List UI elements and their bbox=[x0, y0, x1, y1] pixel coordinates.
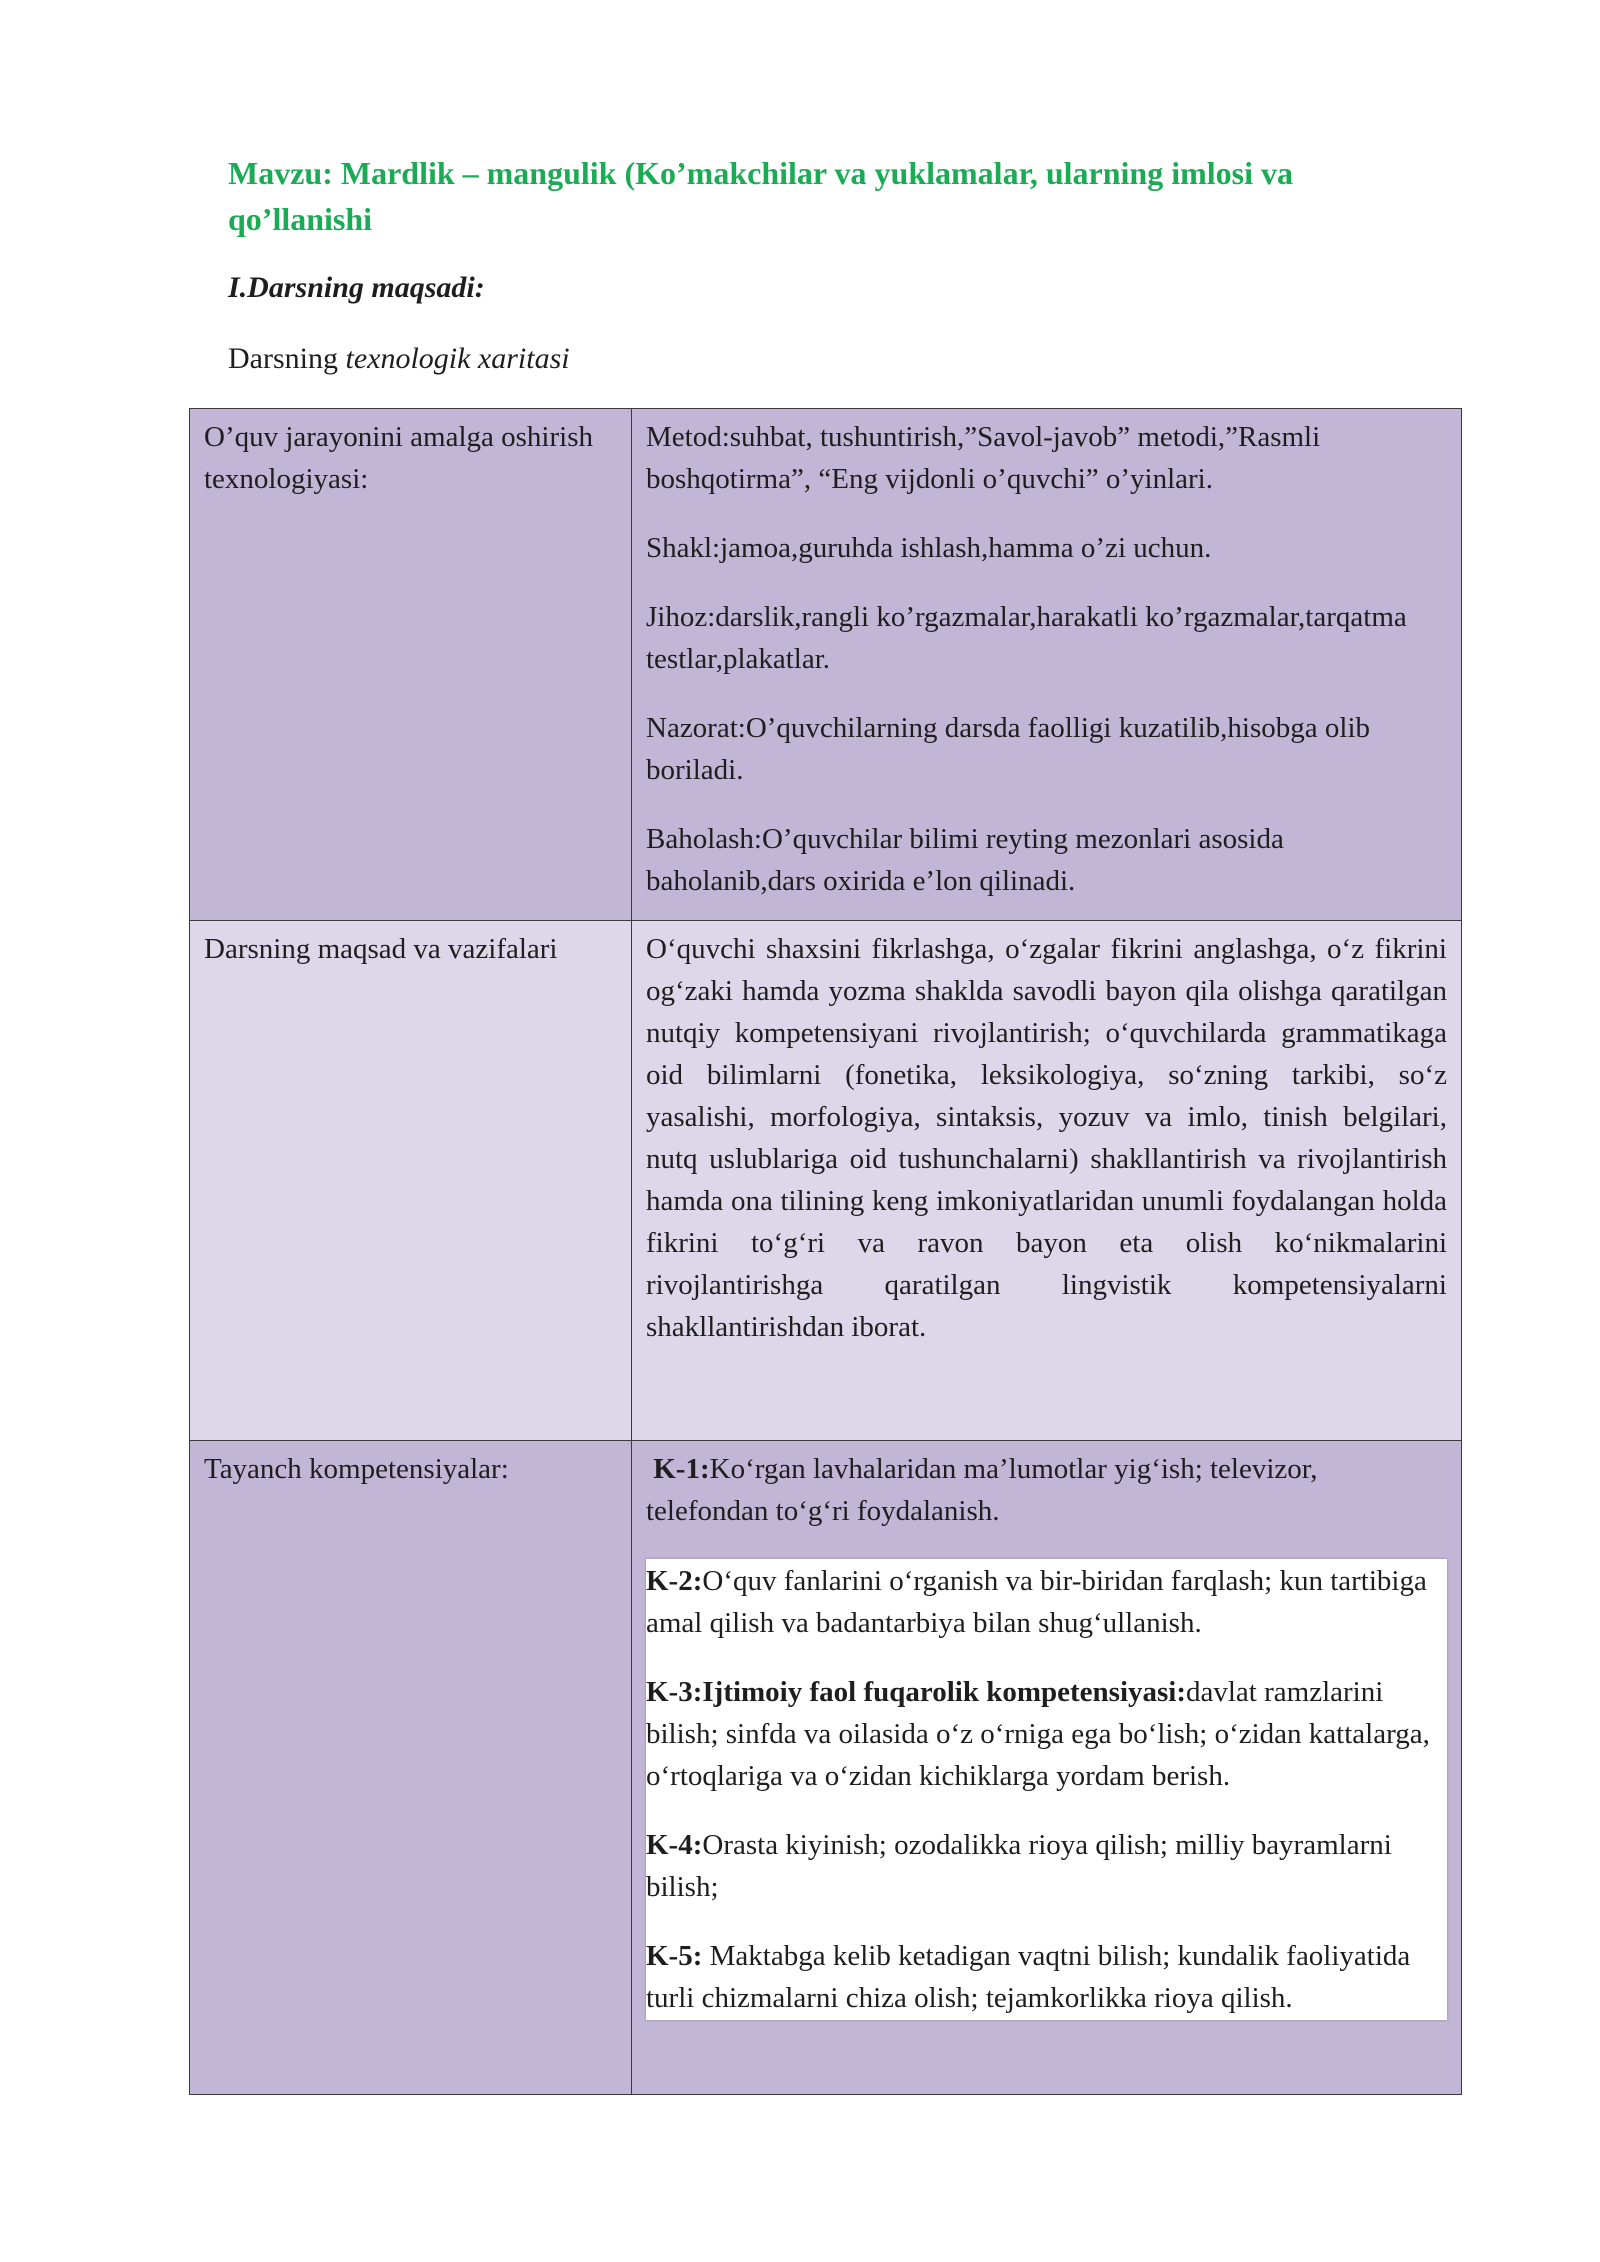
competency-k2 bbox=[646, 1560, 1447, 1644]
competency-box bbox=[646, 1559, 1447, 2020]
row-content-goals bbox=[632, 921, 1462, 1441]
k2-text: O‘quv fanlarini o‘rganish va bir-biridan farqlash; kun tartibiga amal qilish va badantarbiya bilan shug‘ullanish. bbox=[646, 1565, 1427, 1639]
row-content-technology bbox=[632, 409, 1462, 921]
form-item: Shakl:jamoa,guruhda ishlash,hamma o’zi uchun. bbox=[646, 532, 1212, 564]
row-label-goals: Darsning maqsad va vazifalari bbox=[190, 921, 632, 1441]
k5-code: K-5: bbox=[646, 1940, 703, 1972]
k5-text: Maktabga kelib ketadigan vaqtni bilish; kundalik faoliyatida turli chizmalarni chiza olish; tejamkorlikka rioya qilish. bbox=[646, 1940, 1411, 2014]
control-item: Nazorat:O’quvchilarning darsda faolligi kuzatilib,hisobga olib boriladi. bbox=[646, 712, 1370, 786]
k2-code: K-2: bbox=[646, 1565, 703, 1597]
competency-k4 bbox=[646, 1824, 1447, 1908]
subtitle-italic: texnologik xaritasi bbox=[345, 342, 570, 375]
method-item: Metod:suhbat, tushuntirish,”Savol-javob” metodi,”Rasmli boshqotirma”, “Eng vijdonli o’quvchi” o’yinlari. bbox=[646, 421, 1321, 495]
goal-heading: I.Darsning maqsadi: bbox=[228, 271, 485, 304]
k1-text: Ko‘rgan lavhalaridan ma’lumotlar yig‘ish; televizor, telefondan to‘g‘ri foydalanish. bbox=[646, 1453, 1318, 1527]
k3-code: K-3:Ijtimoiy faol fuqarolik kompetensiyasi: bbox=[646, 1676, 1186, 1708]
competency-k1 bbox=[646, 1448, 1447, 1532]
assessment-item: Baholash:O’quvchilar bilimi reyting mezonlari asosida baholanib,dars oxirida e’lon qilinadi. bbox=[646, 823, 1284, 897]
competency-k5 bbox=[646, 1935, 1447, 2019]
equipment-item: Jihoz:darslik,rangli ko’rgazmalar,harakatli ko’rgazmalar,tarqatma testlar,plakatlar. bbox=[646, 601, 1407, 675]
table-row bbox=[190, 409, 1462, 921]
row-content-competencies bbox=[632, 1441, 1462, 2095]
subtitle-plain: Darsning bbox=[228, 342, 346, 375]
table-subtitle bbox=[228, 339, 570, 379]
table-row bbox=[190, 1441, 1462, 2095]
row-label-competencies: Tayanch kompetensiyalar: bbox=[190, 1441, 632, 2095]
competency-k3 bbox=[646, 1671, 1447, 1797]
row-label-technology: O’quv jarayonini amalga oshirish texnologiyasi: bbox=[190, 409, 632, 921]
k4-code: K-4: bbox=[646, 1829, 703, 1861]
table-row bbox=[190, 921, 1462, 1441]
k4-text: Orasta kiyinish; ozodalikka rioya qilish; milliy bayramlarni bilish; bbox=[646, 1829, 1392, 1903]
k3-text: davlat ramzlarini bilish; sinfda va oilasida o‘z o‘rniga ega bo‘lish; o‘zidan kattalarga, o‘rtoqlariga va o‘zidan kichiklarga yordam berish. bbox=[646, 1676, 1430, 1792]
k1-code: K-1: bbox=[653, 1453, 710, 1485]
goals-text: O‘quvchi shaxsini fikrlashga, o‘zgalar fikrini anglashga, o‘z fikrini og‘zaki hamda yozma shaklda savodli bayon qila olishga qaratilgan nutqiy kompetensiyani rivojlantirish; o‘quvchilarda grammatikaga oid bilimlarni (fonetika, leksikologiya, so‘zning tarkibi, so‘z yasalishi, morfologiya, sintaksis, yozuv va imlo, tinish belgilari, nutq uslublariga oid tushunchalarni) shakllantirish va rivojlantirish hamda ona tilining keng imkoniyatlaridan unumli foydalangan holda fikrini to‘g‘ri va ravon bayon eta olish ko‘nikmalarini rivojlantirishga qaratilgan lingvistik kompetensiyalarni shakllantirishdan iborat. bbox=[646, 933, 1447, 1343]
lesson-title: Mavzu: Mardlik – mangulik (Ko’makchilar va yuklamalar, ularning imlosi va qo’llanishi bbox=[228, 155, 1293, 237]
technology-map-table bbox=[189, 408, 1462, 2095]
